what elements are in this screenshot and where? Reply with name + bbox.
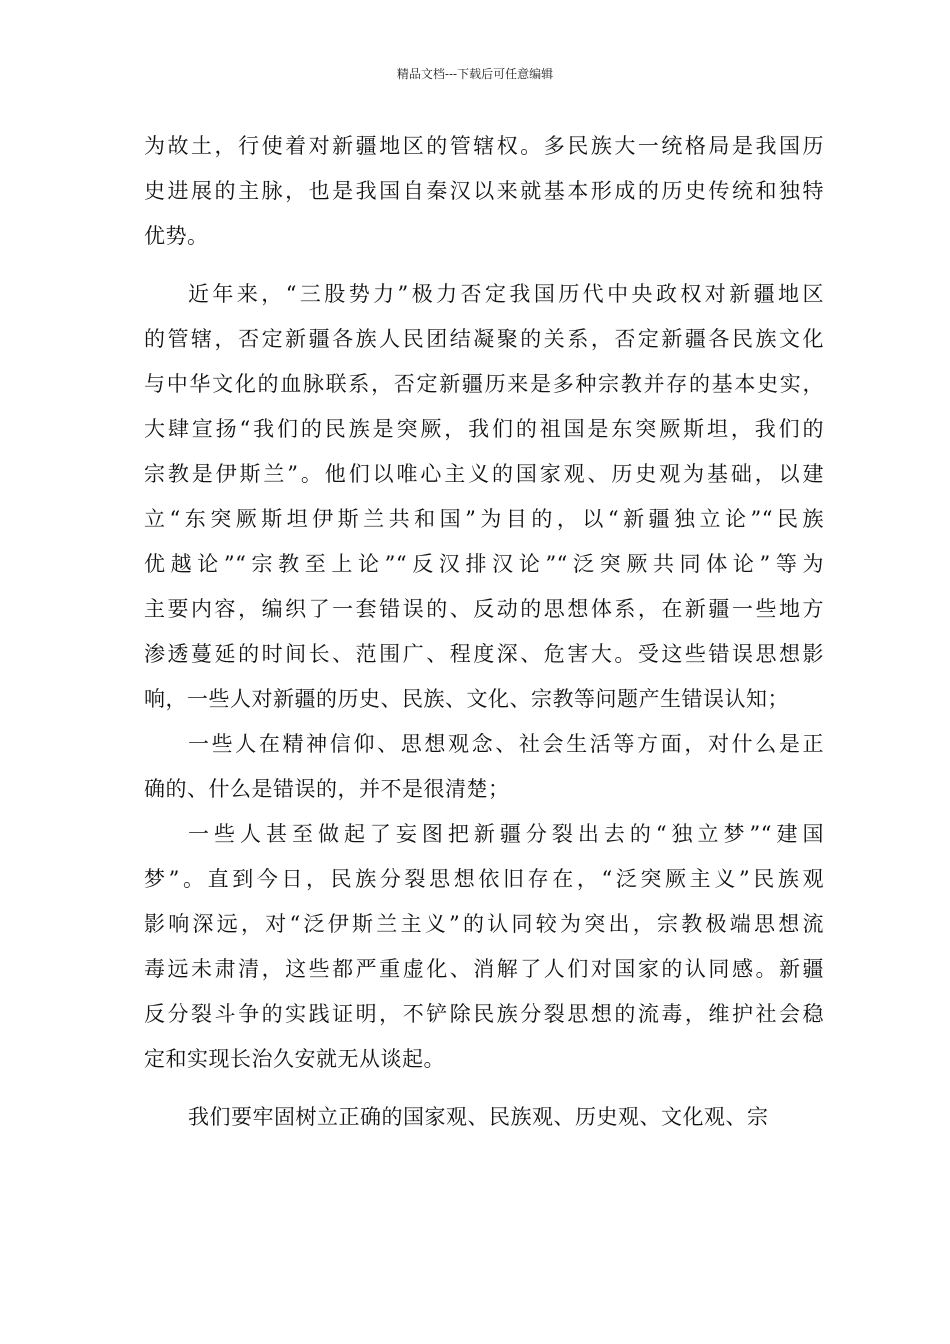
text-line: 为故土，行使着对新疆地区的管辖权。多民族大一统格局是我国历 [144, 134, 824, 158]
text-line: 响，一些人对新疆的历史、民族、文化、宗教等问题产生错误认知； [144, 687, 789, 711]
text-line: 一些人甚至做起了妄图把新疆分裂出去的“独立梦”“建国 [188, 822, 824, 846]
text-line: 史进展的主脉，也是我国自秦汉以来就基本形成的历史传统和独特 [144, 179, 824, 203]
text-line: 立“东突厥斯坦伊斯兰共和国”为目的，以“新疆独立论”“民族 [144, 507, 824, 531]
text-line: 的管辖，否定新疆各族人民团结凝聚的关系，否定新疆各民族文化 [144, 327, 824, 351]
text-line: 优越论”“宗教至上论”“反汉排汉论”“泛突厥共同体论”等为 [144, 552, 824, 576]
text-line: 优势。 [144, 224, 209, 248]
text-line: 一些人在精神信仰、思想观念、社会生活等方面，对什么是正 [188, 732, 824, 756]
text-line: 宗教是伊斯兰”。他们以唯心主义的国家观、历史观为基础，以建 [144, 462, 824, 486]
text-line: 确的、什么是错误的，并不是很清楚； [144, 777, 510, 801]
text-line: 反分裂斗争的实践证明，不铲除民族分裂思想的流毒，维护社会稳 [144, 1002, 824, 1026]
text-line: 主要内容，编织了一套错误的、反动的思想体系，在新疆一些地方 [144, 597, 824, 621]
text-line: 大肆宣扬“我们的民族是突厥，我们的祖国是东突厥斯坦，我们的 [144, 417, 824, 441]
text-line: 近年来，“三股势力”极力否定我国历代中央政权对新疆地区 [188, 282, 824, 306]
text-line: 定和实现长治久安就无从谈起。 [144, 1047, 445, 1071]
page-header: 精品文档---下载后可任意编辑 [396, 67, 554, 81]
text-line: 渗透蔓延的时间长、范围广、程度深、危害大。受这些错误思想影 [144, 642, 824, 666]
text-line: 毒远未肃清，这些都严重虚化、消解了人们对国家的认同感。新疆 [144, 957, 824, 981]
text-line: 与中华文化的血脉联系，否定新疆历来是多种宗教并存的基本史实， [144, 372, 824, 396]
text-line: 梦”。直到今日，民族分裂思想依旧存在，“泛突厥主义”民族观 [144, 867, 824, 891]
text-line: 影响深远，对“泛伊斯兰主义”的认同较为突出，宗教极端思想流 [144, 912, 824, 936]
text-line: 我们要牢固树立正确的国家观、民族观、历史观、文化观、宗 [188, 1105, 769, 1129]
document-body [144, 124, 824, 1140]
